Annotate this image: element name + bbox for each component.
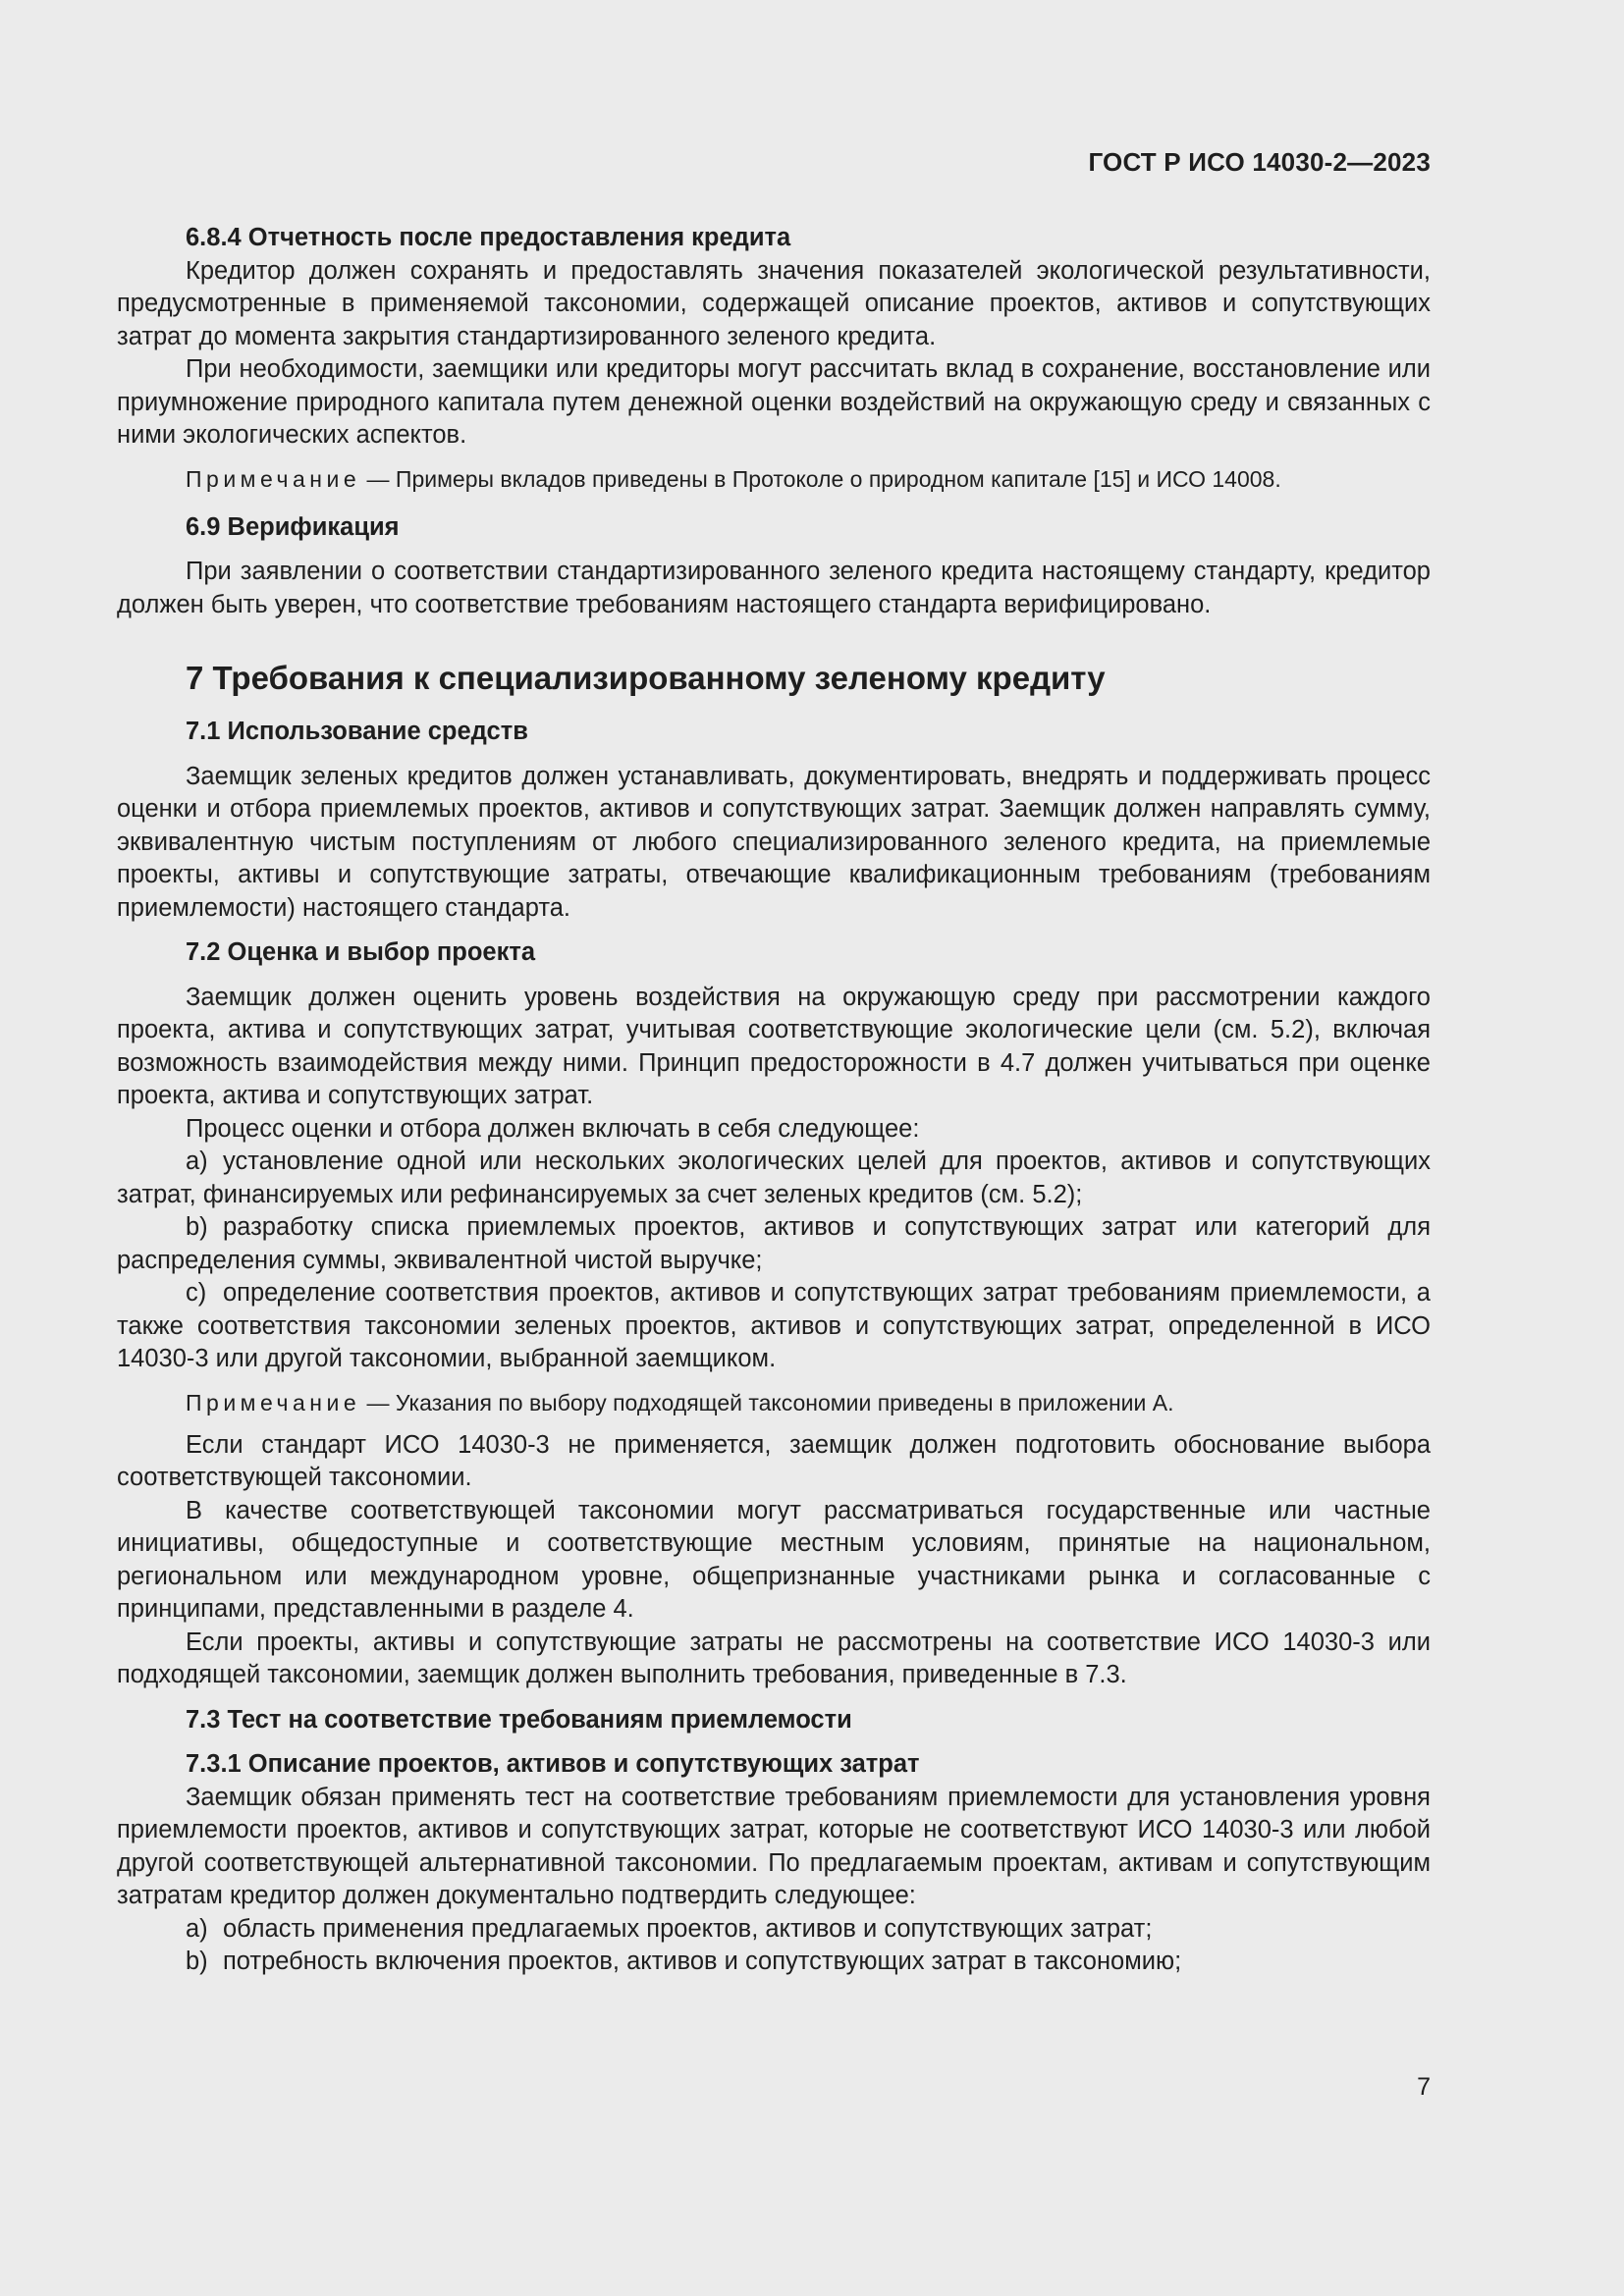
paragraph: Заемщик обязан применять тест на соответствие требованиям приемлемости для установления уровня приемлемости проектов, активов и сопутствующих затрат, которые не соответствуют ИСО 14030-3 или любой другой соответствующей альтернативной таксономии. По предлагаемым проектам, активам и сопутствующим затратам кредитор должен документально подтвердить следующее: — [117, 1783, 1431, 1909]
paragraph: Если проекты, активы и сопутствующие затраты не рассмотрены на соответствие ИСО 14030-3 или подходящей таксономии, заемщик должен выполнить требования, приведенные в 7.3. — [117, 1628, 1431, 1688]
list-marker: b) — [186, 1948, 208, 1975]
list-text: область применения предлагаемых проектов, активов и сопутствующих затрат; — [223, 1914, 1153, 1943]
paragraph: Если стандарт ИСО 14030-3 не применяется, заемщик должен подготовить обоснование выбора соответствующей таксономии. — [117, 1430, 1431, 1491]
list-text: потребность включения проектов, активов и сопутствующих затрат в таксономию; — [223, 1948, 1182, 1975]
section-7-3-title: 7.3 Тест на соответствие требованиям приемлемости — [186, 1705, 852, 1734]
paragraph: При необходимости, заемщики или кредиторы могут рассчитать вклад в сохранение, восстановление или приумножение природного капитала путем денежной оценки воздействий на окружающую среду и связанных с ними экологических аспектов. — [117, 355, 1431, 449]
note-text: — Примеры вкладов приведены в Протоколе о природном капитале [15] и ИСО 14008. — [360, 465, 1281, 492]
list-item — [117, 1277, 1431, 1376]
section-7-1-title: 7.1 Использование средств — [186, 718, 528, 745]
list-marker: a) — [186, 1148, 208, 1175]
note — [117, 1388, 1431, 1417]
note — [117, 464, 1431, 494]
section-7-3-1-title: 7.3.1 Описание проектов, активов и сопутствующих затрат — [186, 1750, 920, 1778]
paragraph: Заемщик должен оценить уровень воздействия на окружающую среду при рассмотрении каждого проекта, актива и сопутствующих затрат, учитывая соответствующие экологические цели (см. 5.2), включая возможность взаимодействия между ними. Принцип предосторожности в 4.7 должен учитываться при оценке проекта, актива и сопутствующих затрат. — [117, 983, 1431, 1109]
document-body — [117, 222, 1431, 1979]
list-item — [117, 1946, 1431, 1979]
list-item — [117, 1146, 1431, 1211]
list-marker: c) — [186, 1279, 207, 1307]
list-text: определение соответствия проектов, активов и сопутствующих затрат требованиям приемлемости, а также соответствия таксономии зеленых проектов, активов и сопутствующих затрат, определенной в ИСО 14030-3 или другой таксономии, выбранной заемщиком. — [117, 1279, 1431, 1372]
list-marker: b) — [186, 1213, 208, 1241]
list-marker: a) — [186, 1914, 208, 1943]
paragraph: Процесс оценки и отбора должен включать в себя следующее: — [186, 1114, 920, 1143]
list-text: установление одной или нескольких экологических целей для проектов, активов и сопутствующих затрат, финансируемых или рефинансируемых за счет зеленых кредитов (см. 5.2); — [117, 1148, 1431, 1208]
paragraph: В качестве соответствующей таксономии могут рассматриваться государственные или частные инициативы, общедоступные и соответствующие местным условиям, принятые на национальном, региональном или международном уровне, общепризнанные участниками рынка и согласованные с принципами, представленными в разделе 4. — [117, 1496, 1431, 1623]
section-7-2-title: 7.2 Оценка и выбор проекта — [186, 938, 536, 966]
note-text: — Указания по выбору подходящей таксономии приведены в приложении А. — [360, 1389, 1174, 1415]
paragraph: При заявлении о соответствии стандартизированного зеленого кредита настоящему стандарту, кредитор должен быть уверен, что соответствие требованиям настоящего стандарта верифицировано. — [117, 558, 1431, 618]
list-item — [117, 1211, 1431, 1277]
list-item — [117, 1913, 1431, 1947]
document-header: ГОСТ Р ИСО 14030-2—2023 — [1088, 147, 1431, 177]
note-label: Примечание — [186, 1389, 361, 1415]
section-6-8-4-title: 6.8.4 Отчетность после предоставления кредита — [186, 224, 791, 251]
section-7-title: 7 Требования к специализированному зеленому кредиту — [186, 660, 1106, 696]
paragraph: Кредитор должен сохранять и предоставлять значения показателей экологической результативности, предусмотренные в применяемой таксономии, содержащей описание проектов, активов и сопутствующих затрат до момента закрытия стандартизированного зеленого кредита. — [117, 256, 1431, 350]
list-text: разработку списка приемлемых проектов, активов и сопутствующих затрат или категорий для распределения суммы, эквивалентной чистой выручке; — [117, 1213, 1431, 1274]
paragraph: Заемщик зеленых кредитов должен устанавливать, документировать, внедрять и поддерживать процесс оценки и отбора приемлемых проектов, активов и сопутствующих затрат. Заемщик должен направлять сумму, эквивалентную чистым поступлениям от любого специализированного зеленого кредита, на приемлемые проекты, активы и сопутствующие затраты, отвечающие квалификационным требованиям (требованиям приемлемости) настоящего стандарта. — [117, 762, 1431, 922]
section-6-9-title: 6.9 Верификация — [186, 512, 400, 541]
page-number: 7 — [1417, 2073, 1431, 2101]
note-label: Примечание — [186, 465, 361, 492]
